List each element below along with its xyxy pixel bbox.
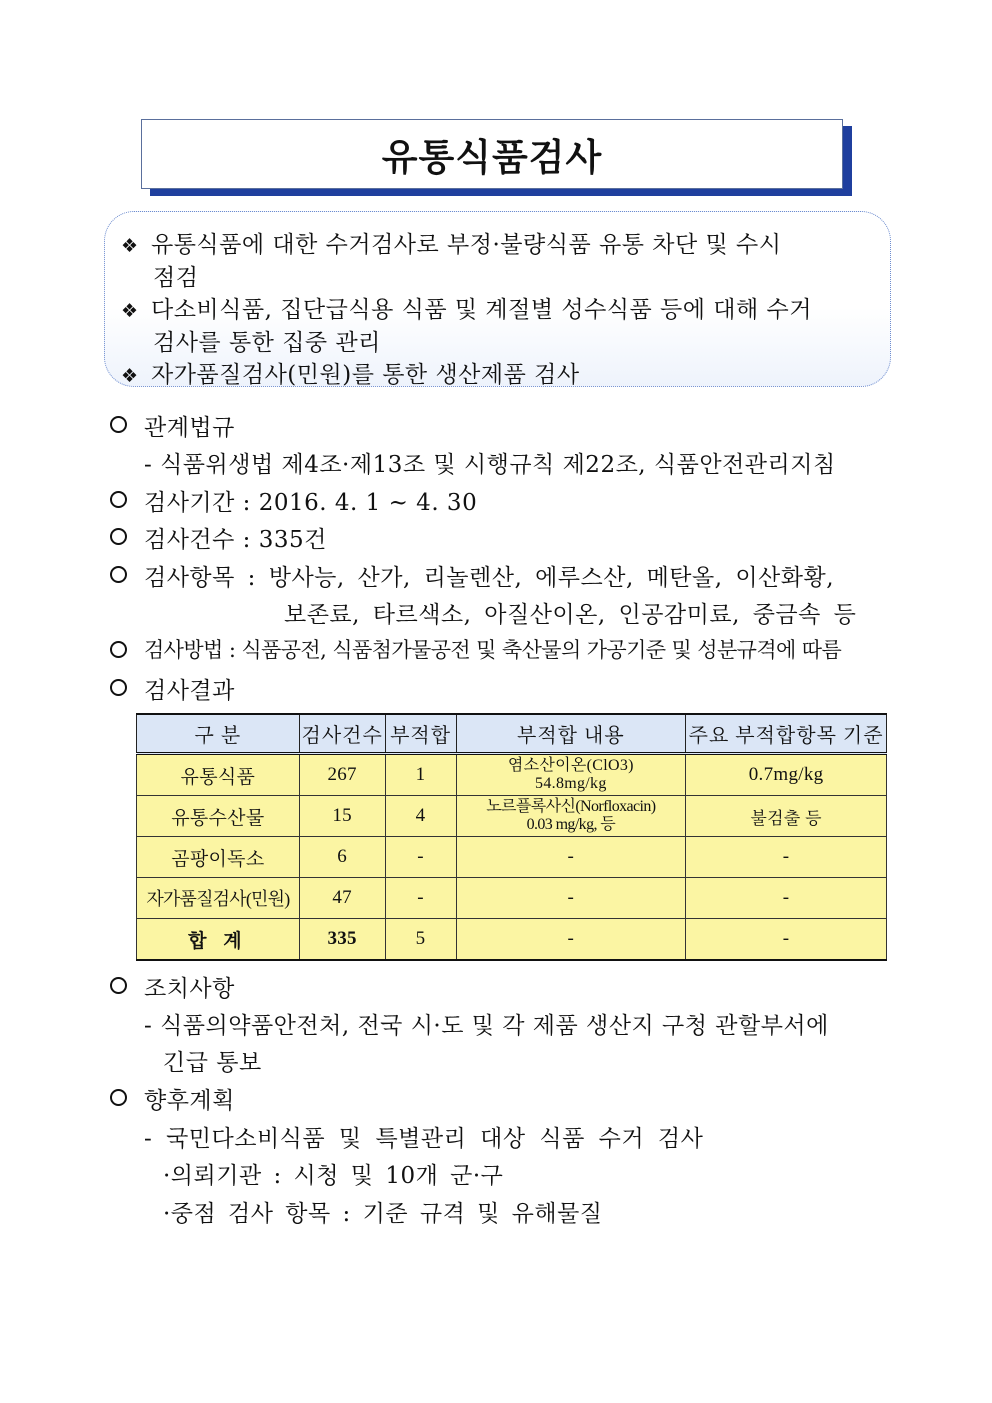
summary-text-cont: 검사를 통한 집중 관리 xyxy=(153,330,381,356)
detail-line: 노르플록사신(Norfloxacin) xyxy=(486,798,656,815)
cell-count: 47 xyxy=(299,878,385,919)
header-detail: 부적합 내용 xyxy=(456,714,686,754)
section-items-cont: 보존료, 타르색소, 아질산이온, 인공감미료, 중금속 등 xyxy=(284,602,857,628)
cell-fail: 4 xyxy=(385,796,456,837)
section-method: 검사방법 : 식품공전, 식품첨가물공전 및 축산물의 가공기준 및 성분규격에 따름 xyxy=(144,638,842,662)
diamond-bullet-icon: ❖ xyxy=(121,300,139,322)
cell-detail: - xyxy=(456,837,686,878)
action-detail-cont: 긴급 통보 xyxy=(163,1050,262,1076)
circle-bullet-icon xyxy=(110,491,127,508)
action-detail: - 식품의약품안전처, 전국 시·도 및 각 제품 생산지 구청 관할부서에 xyxy=(144,1013,829,1039)
section-plan: 향후계획 xyxy=(144,1088,235,1114)
section-period: 검사기간 : 2016. 4. 1 ~ 4. 30 xyxy=(144,490,478,516)
summary-item xyxy=(121,356,580,389)
diamond-bullet-icon: ❖ xyxy=(121,235,139,257)
cell-fail: - xyxy=(385,837,456,878)
cell-detail: - xyxy=(456,878,686,919)
circle-bullet-icon xyxy=(110,566,127,583)
cell-fail: 5 xyxy=(385,919,456,961)
circle-bullet-icon xyxy=(110,1089,127,1106)
summary-text: 유통식품에 대한 수거검사로 부정·불량식품 유통 차단 및 수시 xyxy=(151,232,782,258)
summary-text: 다소비식품, 집단급식용 식품 및 계절별 성수식품 등에 대해 수거 xyxy=(151,297,812,323)
page-title: 유통식품검사 xyxy=(381,136,603,179)
summary-item xyxy=(121,226,781,259)
cell-standard: - xyxy=(686,878,887,919)
circle-bullet-icon xyxy=(110,641,127,658)
cell-category: 합 계 xyxy=(137,919,300,961)
table-total-row xyxy=(137,919,887,961)
circle-bullet-icon xyxy=(110,977,127,994)
circle-bullet-icon xyxy=(110,679,127,696)
cell-standard: - xyxy=(686,837,887,878)
cell-standard: 불검출 등 xyxy=(686,796,887,837)
table-row xyxy=(137,754,887,796)
plan-detail: - 국민다소비식품 및 특별관리 대상 식품 수거 검사 xyxy=(144,1126,704,1152)
section-items: 검사항목 : 방사능, 산가, 리놀렌산, 에루스산, 메탄올, 이산화황, xyxy=(144,565,835,591)
table-row xyxy=(137,878,887,919)
header-count: 검사건수 xyxy=(299,714,385,754)
detail-line: 염소산이온(ClO3) xyxy=(507,757,634,774)
circle-bullet-icon xyxy=(110,528,127,545)
header-category: 구 분 xyxy=(137,714,300,754)
circle-bullet-icon xyxy=(110,416,127,433)
detail-line: 54.8mg/kg xyxy=(535,775,607,792)
summary-item xyxy=(121,291,812,324)
cell-count: 335 xyxy=(299,919,385,961)
cell-count: 15 xyxy=(299,796,385,837)
plan-sub: ·의뢰기관 : 시청 및 10개 군·구 xyxy=(163,1163,504,1189)
plan-sub: ·중점 검사 항목 : 기준 규격 및 유해물질 xyxy=(163,1201,603,1227)
table-row xyxy=(137,837,887,878)
section-action: 조치사항 xyxy=(144,976,235,1002)
diamond-bullet-icon: ❖ xyxy=(121,365,139,387)
cell-fail: - xyxy=(385,878,456,919)
header-standard: 주요 부적합항목 기준 xyxy=(686,714,887,754)
cell-standard: 0.7mg/kg xyxy=(686,754,887,796)
cell-category: 곰팡이독소 xyxy=(137,837,300,878)
cell-standard: - xyxy=(686,919,887,961)
cell-detail: - xyxy=(456,919,686,961)
section-law: 관계법규 xyxy=(144,415,235,441)
title-box xyxy=(141,119,843,189)
cell-category: 유통식품 xyxy=(137,754,300,796)
summary-text: 자가품질검사(민원)를 통한 생산제품 검사 xyxy=(151,362,580,388)
cell-category: 자가품질검사(민원) xyxy=(137,878,300,919)
cell-category: 유통수산물 xyxy=(137,796,300,837)
section-count: 검사건수 : 335건 xyxy=(144,527,327,553)
summary-text-cont: 점검 xyxy=(153,265,199,291)
cell-detail xyxy=(456,796,686,837)
detail-line: 0.03 mg/kg, 등 xyxy=(526,816,616,833)
law-detail: - 식품위생법 제4조·제13조 및 시행규칙 제22조, 식품안전관리지침 xyxy=(144,452,836,478)
cell-detail xyxy=(456,754,686,796)
cell-count: 6 xyxy=(299,837,385,878)
header-fail: 부적합 xyxy=(385,714,456,754)
cell-count: 267 xyxy=(299,754,385,796)
table-header-row xyxy=(137,714,887,754)
table-row xyxy=(137,796,887,837)
summary-box xyxy=(104,211,891,387)
section-result: 검사결과 xyxy=(144,678,235,704)
result-table xyxy=(136,713,887,961)
cell-fail: 1 xyxy=(385,754,456,796)
